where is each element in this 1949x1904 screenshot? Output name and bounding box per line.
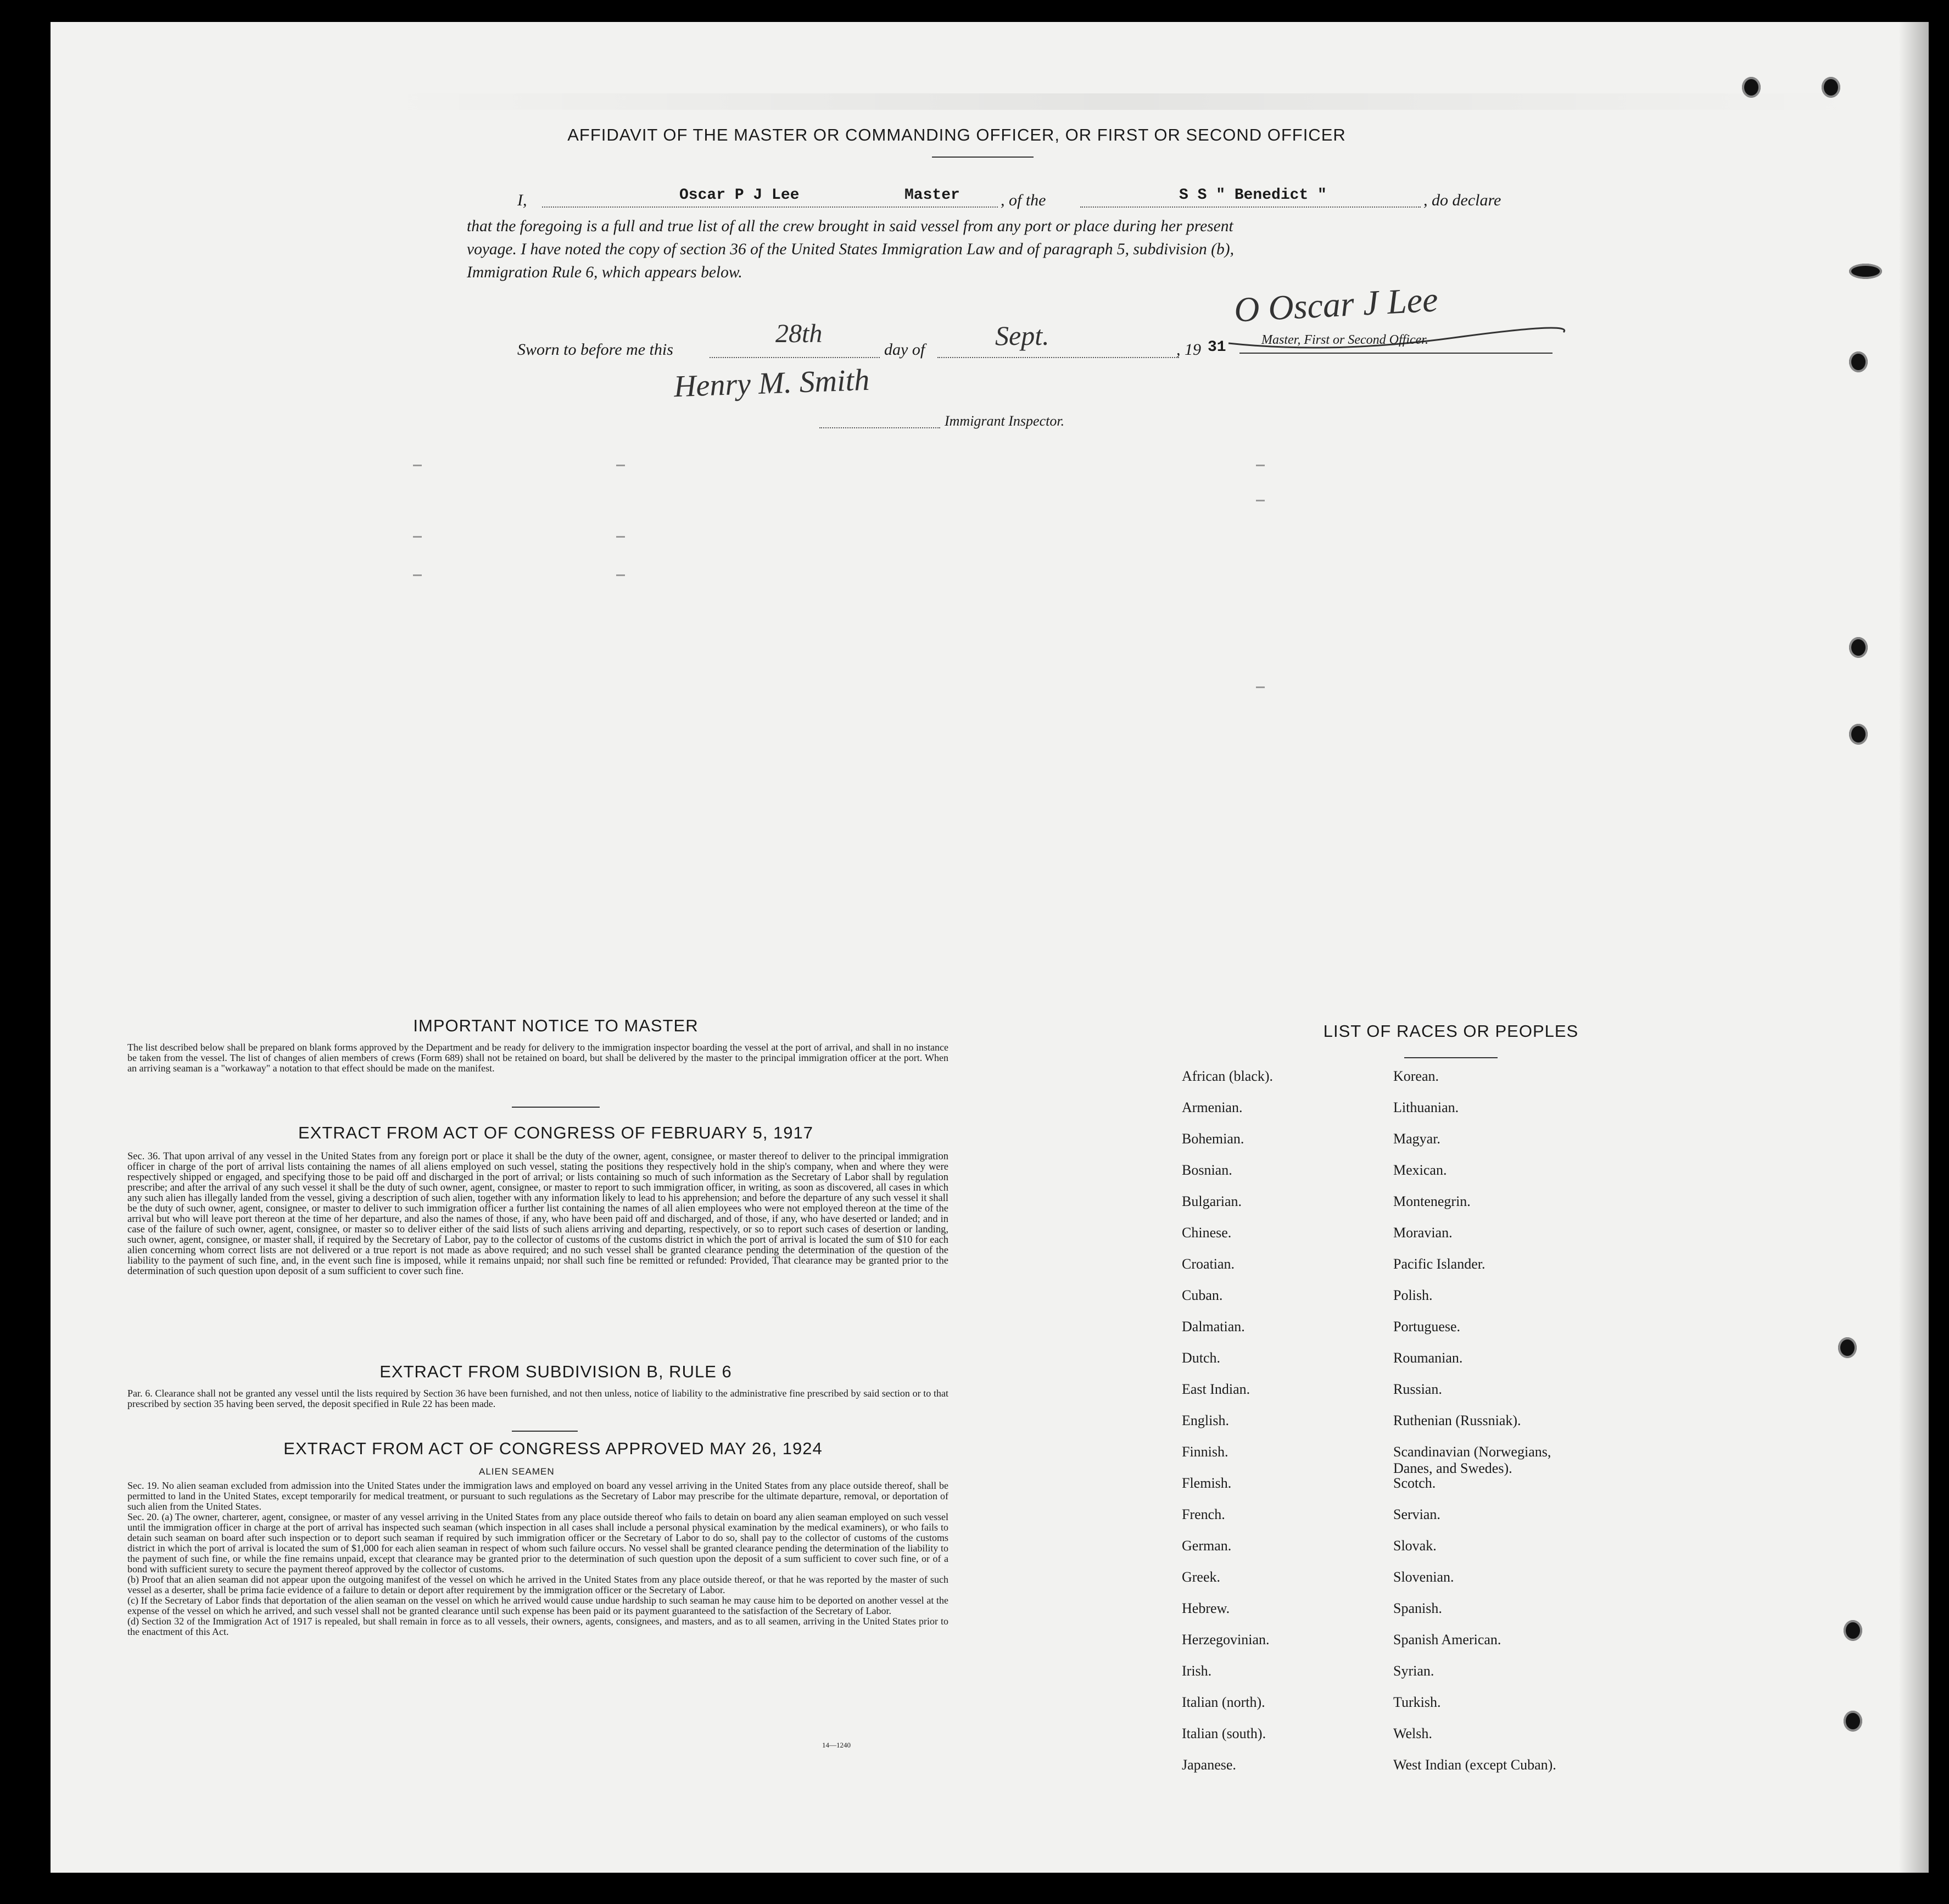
race-item: Lithuanian. [1393,1099,1459,1115]
bleed-dash [413,574,422,576]
bleed-dash [616,465,625,466]
extract-1924-title: EXTRACT FROM ACT OF CONGRESS APPROVED MAY 26, 1924 [283,1439,823,1458]
binder-hole-icon [1849,351,1868,372]
master-name-line [542,206,998,208]
sworn-day-line [710,357,880,358]
race-item: Turkish. [1393,1694,1441,1710]
bleed-dash [1256,500,1265,501]
race-item: Russian. [1393,1381,1442,1397]
master-signature: O Oscar J Lee [1233,280,1439,330]
notice-title: IMPORTANT NOTICE TO MASTER [413,1016,699,1035]
race-item: Magyar. [1393,1131,1440,1147]
inspector-line [819,427,940,428]
sworn-label: Sworn to before me this [517,340,673,359]
binder-hole-icon [1849,724,1868,745]
day-of-label: day of [884,340,925,359]
vessel-line [1080,206,1421,208]
race-item: Scotch. [1393,1475,1436,1491]
race-item: German. [1182,1538,1232,1554]
race-item: Spanish American. [1393,1632,1501,1648]
sworn-month-field: Sept. [995,320,1049,351]
race-item: Chinese. [1182,1225,1232,1241]
inspector-signature: Henry M. Smith [673,362,870,404]
year-prefix: , 19 [1176,340,1201,359]
race-item: Roumanian. [1393,1350,1463,1366]
race-item: Welsh. [1393,1726,1432,1741]
sworn-month-line [937,357,1179,358]
bleed-through-header [380,93,1863,110]
bleed-dash [616,536,625,538]
races-title: LIST OF RACES OR PEOPLES [1323,1021,1579,1041]
race-item: East Indian. [1182,1381,1250,1397]
affidavit-title-rule [932,157,1034,158]
race-item: Armenian. [1182,1099,1243,1115]
of-the-label: , of the [1001,191,1046,209]
race-item: Italian (south). [1182,1726,1266,1741]
race-item: West Indian (except Cuban). [1393,1757,1556,1773]
binder-hole-icon [1822,77,1840,98]
document-page [51,22,1929,1873]
extract-1917-title: EXTRACT FROM ACT OF CONGRESS OF FEBRUARY 5, 1917 [298,1123,814,1142]
race-item: Pacific Islander. [1393,1256,1486,1272]
binder-hole-icon [1742,77,1761,98]
race-item: Bulgarian. [1182,1193,1242,1209]
do-declare-label: , do declare [1423,191,1501,209]
signature-caption: Master, First or Second Officer. [1261,333,1428,347]
binder-hole-icon [1838,1337,1857,1358]
bleed-dash [1256,686,1265,688]
race-item: Montenegrin. [1393,1193,1471,1209]
races-left-column [1182,1068,1273,1788]
race-item: Portuguese. [1393,1319,1461,1335]
page-edge-shadow [1898,22,1929,1873]
sworn-day-field: 28th [775,319,823,348]
race-item: Croatian. [1182,1256,1235,1272]
binder-hole-icon [1844,1620,1862,1641]
race-item: Herzegovinian. [1182,1632,1270,1648]
declaration-line-3: Immigration Rule 6, which appears below. [467,264,742,281]
race-item: Slovak. [1393,1538,1437,1554]
race-item: Bohemian. [1182,1131,1244,1147]
vessel-field: S S " Benedict " [1179,187,1327,204]
race-item: Servian. [1393,1506,1440,1522]
notice-rule [512,1107,600,1108]
races-title-rule [1404,1057,1498,1058]
extract-rule6-text: Par. 6. Clearance shall not be granted any vessel until the lists required by Section 36 have been furnished, and not then unless, notice of liability to the administrative fine prescribed by said section or to that prescribed by section 35 having been served, the deposit specified in Rule 22 has been made. [127,1388,948,1409]
race-item: Cuban. [1182,1287,1223,1303]
form-number: 14—1240 [822,1741,851,1749]
race-item: Slovenian. [1393,1569,1454,1585]
extract-1924-subtitle: ALIEN SEAMEN [479,1466,555,1477]
race-item: Greek. [1182,1569,1221,1585]
race-item: Syrian. [1393,1663,1434,1679]
races-right-column [1393,1068,1591,1788]
rank-field: Master [904,187,960,204]
year-suffix-field: 31 [1208,339,1226,356]
notice-text: The list described below shall be prepared on blank forms approved by the Department and be ready for delivery to the immigration inspector boarding the vessel at the port of arrival, and shall in no instance be taken from the vessel. The list of changes of alien members of crews (Form 689) shall not be retained on board, but shall be delivered by the master to the principal immigration officer at the port. When an arriving seaman is a "workaway" a notation to that effect should be made on the manifest. [127,1042,948,1074]
binder-hole-icon [1849,637,1868,658]
race-item: Flemish. [1182,1475,1232,1491]
extract-1917-text: Sec. 36. That upon arrival of any vessel in the United States from any foreign port or place it shall be the duty of the owner, agent, consignee, or master thereof to deliver to the principal immigration officer in charge of the port of arrival lists containing the names of all aliens employed on such vessel, stating the positions they respectively hold in the ship's company, when and where they were respectively shipped or engaged, and specifying those to be paid off and discharged in the port of arrival; or lists containing so much of such information as the Secretary of Labor shall by regulation prescribe; and after the arrival of any such vessel it shall be the duty of such owner, agent, consignee, or master to report to such immigration officer, in writing, as soon as discovered, all cases in which any such alien has illegally landed from the vessel, giving a description of such alien, together with any information likely to lead to his apprehension; and before the departure of any such vessel it shall be the duty of such owner, agent, consignee, or master to deliver to such immigration officer a further list containing the names of all alien employees who were not employed thereon at the time of the arrival but who will leave port thereon at the time of her departure, and also the names of those, if any, who have been paid off and discharged, and of those, if any, who have deserted or landed; and in case of the failure of such owner, agent, consignee, or master so to deliver either of the said lists of such aliens arriving and departing, respectively, or so to report such cases of desertion or landing, such owner, agent, consignee, or master shall, if required by the Secretary of Labor, pay to the collector of customs of the customs district in which the port of arrival is located the sum of $10 for each alien concerning whom correct lists are not delivered or a true report is not made as above required; and no such vessel shall be granted clearance pending the determination of the question of the liability to the payment of such fine, and, in the event such fine is imposed, while it remains unpaid; nor shall such fine be remitted or refunded: Provided, That clearance may be granted prior to the determination of such question upon deposit of a sum sufficient to cover such fine. [127,1151,948,1277]
binder-hole-icon [1849,264,1882,279]
race-item: Finnish. [1182,1444,1228,1460]
race-item: Bosnian. [1182,1162,1232,1178]
extract-rule6-title: EXTRACT FROM SUBDIVISION B, RULE 6 [379,1362,732,1381]
rule6-rule [512,1431,578,1432]
extract-1924-paragraph: Sec. 20. (a) The owner, charterer, agent, consignee, or master of any vessel arriving in the United States from any place outside thereof who fails to detain on board any alien seaman employed on such vessel until the immigration officer in charge at the port of arrival has inspected such seaman (which inspection in all cases shall include a personal physical examination by the medical examiners), or who fails to detain such seaman on board after such inspection or to deport such seaman if required by such immigration officer or the Secretary of Labor to do so, shall pay to the collector of customs of the customs district in which the port of arrival is located the sum of $1,000 for each alien seaman in respect of whom such failure occurs. No vessel shall be granted clearance pending the determination of the liability to the payment of such fine, or while the fine remains unpaid, except that clearance may be granted prior to the determination of such question upon the deposit of a sum sufficient to cover such fine, or of a bond with sufficient surety to secure the payment thereof approved by the collector of customs. [127,1511,948,1574]
race-item: Dalmatian. [1182,1319,1245,1335]
race-item: Moravian. [1393,1225,1453,1241]
race-item: Spanish. [1393,1600,1442,1616]
bleed-dash [413,465,422,466]
declaration-line-2: voyage. I have noted the copy of section 36 of the United States Immigration Law and of paragraph 5, subdivision (b), [467,241,1234,258]
extract-1924-paragraph: (b) Proof that an alien seaman did not appear upon the outgoing manifest of the vessel on which he arrived in the United States from any place outside thereof, or that he was reported by the master of such vessel as a deserter, shall be prima facie evidence of a failure to detain or deport after requirement by the immigration officer or the Secretary of Labor. [127,1574,948,1595]
race-item: African (black). [1182,1068,1274,1084]
bleed-dash [413,536,422,538]
race-item: Ruthenian (Russniak). [1393,1412,1521,1428]
race-item: Irish. [1182,1663,1212,1679]
binder-hole-icon [1844,1711,1862,1732]
affidavit-title: AFFIDAVIT OF THE MASTER OR COMMANDING OFFICER, OR FIRST OR SECOND OFFICER [567,125,1346,144]
extract-1924-paragraph: (c) If the Secretary of Labor finds that deportation of the alien seaman on the vessel on which he arrived would cause undue hardship to such seaman he may cause him to be deported on another vessel at the expense of the vessel on which he arrived, and such vessel shall not be granted clearance until such expense has been paid or its payment guaranteed to the satisfaction of the Secretary of Labor. [127,1595,948,1616]
race-item: Korean. [1393,1068,1439,1084]
declaration-line-1: that the foregoing is a full and true list of all the crew brought in said vessel from any port or place during her present [467,217,1233,235]
race-item: Hebrew. [1182,1600,1230,1616]
race-item: Polish. [1393,1287,1433,1303]
extract-1924-body [127,1481,948,1637]
race-item: Scandinavian (Norwegians, Danes, and Swedes). [1393,1444,1551,1476]
race-item: English. [1182,1412,1229,1428]
race-item: Japanese. [1182,1757,1236,1773]
extract-1924-paragraph: (d) Section 32 of the Immigration Act of 1917 is repealed, but shall remain in force as to all vessels, their owners, agents, consignees, and masters, and as to all seamen, arriving in the United States prior to the enactment of this Act. [127,1616,948,1637]
race-item: Italian (north). [1182,1694,1265,1710]
bleed-dash [616,574,625,576]
race-item: Dutch. [1182,1350,1221,1366]
inspector-caption: Immigrant Inspector. [945,413,1065,429]
extract-1924-paragraph: Sec. 19. No alien seaman excluded from admission into the United States under the immigration laws and employed on board any vessel arriving in the United States from any place outside thereof, shall be permitted to land in the United States, except temporarily for medical treatment, or pursuant to such regulations as the Secretary of Labor may prescribe for the ultimate departure, removal, or deportation of such alien from the United States. [127,1480,948,1512]
race-item: French. [1182,1506,1225,1522]
bleed-dash [1256,465,1265,466]
affidavit-i-label: I, [517,191,527,209]
master-name-field: Oscar P J Lee [679,187,800,204]
race-item: Mexican. [1393,1162,1447,1178]
